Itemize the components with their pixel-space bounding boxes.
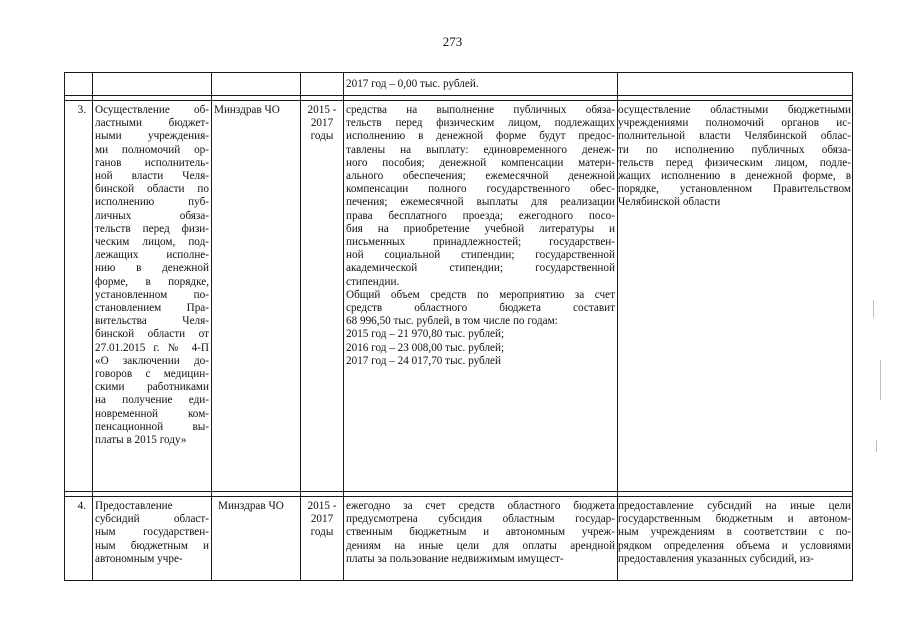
row-4-executor: Минздрав ЧО: [218, 500, 284, 512]
text-line: вительства Челя-: [95, 315, 209, 328]
text-line: средства на выполнение публичных обяза-: [346, 104, 615, 116]
text-line: тельств перед физическим лицом, подле-: [618, 156, 851, 169]
text-line: ческим лицом, под-: [95, 236, 209, 249]
scan-artifact: [880, 360, 881, 400]
table-border-top: [64, 72, 853, 73]
text-line: автономным учре-: [95, 552, 183, 565]
text-line: Общий объем средств по мероприятию за счет: [346, 288, 615, 301]
text-line: осуществление областными бюджетными: [618, 104, 851, 116]
col-divider: [211, 72, 212, 580]
text-line: письменных принадлежностей; государствен-: [346, 236, 615, 249]
text-line: 27.01.2015 г. № 4-П: [95, 341, 209, 354]
text-line: субсидий област-: [95, 513, 209, 526]
row-divider: [64, 100, 853, 101]
text-line: ным бюджетным и: [95, 539, 209, 552]
text-line: говоров с медицин-: [95, 368, 209, 381]
text-line: 2017: [310, 513, 334, 526]
text-line: 2017: [310, 117, 334, 130]
text-line: 2016 год – 23 008,00 тыс. рублей;: [346, 341, 505, 354]
text-line: ственным бюджетным и автономным учреж-: [346, 526, 615, 539]
text-line: на получение еди-: [95, 394, 209, 407]
page-number: 273: [442, 34, 463, 49]
text-line: 2015 -: [307, 104, 337, 116]
text-line: Осуществление об-: [95, 104, 209, 116]
row-divider: [64, 491, 853, 492]
row-3-funding: [346, 104, 615, 368]
text-line: рядком определения объема и условиями: [618, 539, 851, 552]
col-divider: [343, 72, 344, 580]
row-4-funding: [346, 500, 615, 566]
text-line: Предоставление: [95, 500, 173, 512]
text-line: ной власти Челя-: [95, 170, 209, 183]
text-line: скими работниками: [95, 381, 209, 394]
text-line: становлением Пра-: [95, 302, 209, 315]
text-line: предоставления указанных субсидий, из-: [618, 552, 814, 565]
scan-artifact: [873, 300, 874, 318]
text-line: средств областного бюджета составит: [346, 302, 615, 315]
text-line: ми полномочий ор-: [95, 143, 209, 156]
text-line: тавлены на выплату: единовременного денеж-: [346, 143, 615, 156]
row-4-period: [301, 500, 343, 540]
col-divider: [92, 72, 93, 580]
row-divider: [64, 496, 853, 497]
top-row-funding: [346, 78, 614, 91]
text-line: годы: [310, 130, 334, 143]
row-divider: [64, 95, 853, 96]
text-line: академической стипендии; государственной: [346, 262, 615, 275]
text-line: новременной ком-: [95, 407, 209, 420]
text-line: бинской области от: [95, 328, 209, 341]
text-line: жащих исполнению в денежной форме, в: [618, 170, 851, 183]
text-line: предоставление субсидий на иные цели: [618, 500, 851, 512]
text-line: порядке, установленном Правительством: [618, 183, 851, 196]
text-line: компенсации полного государственного обес-: [346, 183, 615, 196]
text-line: лежащих исполне-: [95, 249, 209, 262]
text-line: ным учреждениям в соответствии с по-: [618, 526, 851, 539]
text-line: ластными бюджет-: [95, 117, 209, 130]
text-line: «О заключении до-: [95, 354, 209, 367]
text-line: исполнению пуб-: [95, 196, 209, 209]
text-line: печения; ежемесячной выплаты для реализации: [346, 196, 615, 209]
text-line: личных обяза-: [95, 209, 209, 222]
text-line: Челябинской области: [618, 196, 721, 209]
text-line: ального обеспечения; ежемесячной денежной: [346, 170, 615, 183]
text-line: ной социальной стипендии; государственной: [346, 249, 615, 262]
text-line: ганов исполнитель-: [95, 156, 209, 169]
row-3-name: [95, 104, 209, 447]
row-3-period: [301, 104, 343, 144]
row-4-name: [95, 500, 209, 566]
text-line: ными учреждения-: [95, 130, 209, 143]
text-line: 2015 год – 21 970,80 тыс. рублей;: [346, 328, 505, 341]
row-3-executor: Минздрав ЧО: [214, 104, 280, 116]
table-border-right: [852, 72, 853, 580]
text-line: дениям на иные цели для оплаты арендной: [346, 539, 615, 552]
text-line: тельств перед физи-: [95, 222, 209, 235]
text-line: 68 996,50 тыс. рублей, в том числе по годам:: [346, 315, 558, 328]
top-row-text: 2017 год – 0,00 тыс. рублей.: [346, 78, 479, 90]
text-line: пенсационной вы-: [95, 420, 209, 433]
text-line: платы за пользование недвижимым имущест-: [346, 552, 564, 565]
text-line: учреждениями полномочий органов ис-: [618, 117, 851, 130]
text-line: ным государствен-: [95, 526, 209, 539]
row-4-number: 4.: [77, 500, 86, 512]
text-line: полнительной власти Челябинской облас-: [618, 130, 851, 143]
row-3-number: 3.: [77, 104, 86, 116]
text-line: бия на приобретение учебной литературы и: [346, 222, 615, 235]
row-4-result: [618, 500, 851, 566]
text-line: исполнению в денежной форме будут предос-: [346, 130, 615, 143]
text-line: права бесплатного проезда; ежегодного посо-: [346, 209, 615, 222]
text-line: бинской области по: [95, 183, 209, 196]
text-line: стипендии.: [346, 275, 400, 288]
row-3-result: [618, 104, 851, 210]
text-line: годы: [310, 526, 334, 539]
scan-artifact: [876, 440, 877, 452]
text-line: тельств перед физическим лицом, подлежащих: [346, 117, 615, 130]
text-line: предусмотрена субсидия областным государ-: [346, 513, 615, 526]
text-line: 2015 -: [307, 500, 337, 512]
text-line: форме, в порядке,: [95, 275, 209, 288]
text-line: ежегодно за счет средств областного бюджета: [346, 500, 615, 512]
text-line: ного пособия; денежной компенсации матери-: [346, 156, 615, 169]
table-border-bottom: [64, 580, 853, 581]
text-line: платы в 2015 году»: [95, 434, 187, 447]
text-line: государственным бюджетным и автоном-: [618, 513, 851, 526]
text-line: установленном по-: [95, 288, 209, 301]
text-line: ти по исполнению публичных обяза-: [618, 143, 851, 156]
text-line: нию в денежной: [95, 262, 209, 275]
text-line: 2017 год – 24 017,70 тыс. рублей: [346, 354, 501, 367]
